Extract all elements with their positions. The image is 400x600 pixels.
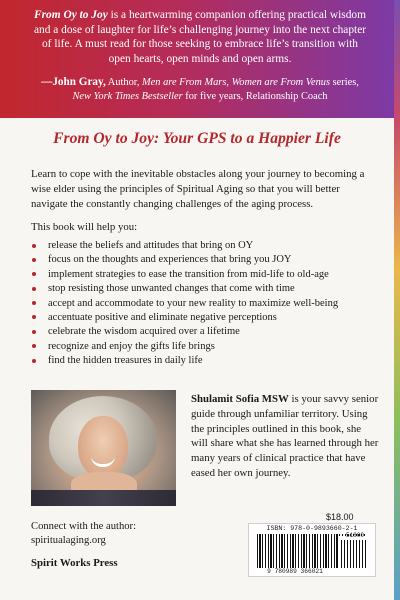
endorsement-banner — [0, 0, 394, 118]
bullet-icon — [32, 272, 36, 276]
bullet-icon — [32, 287, 36, 291]
author-name: Shulamit Sofia MSW — [191, 393, 289, 405]
bullet-icon — [32, 344, 36, 348]
list-item — [31, 340, 381, 354]
author-photo — [31, 390, 176, 506]
blurb-text: is a heartwarming companion offering practical wisdom and a dose of laughter for life’s challenging journey into the next chapter of life. A must read for those seeking to embrace life’s transition with open hearts, open minds and open arms. — [33, 9, 367, 65]
author-website-link[interactable]: spiritualaging.org — [31, 534, 106, 546]
intro-paragraph: Learn to cope with the inevitable obstacles along your journey to becoming a wise elder using the principles of Spiritual Aging so that you will better navigate the constantly changing challenges of the aging process. — [31, 168, 365, 210]
bullet-icon — [32, 301, 36, 305]
book-price: $18.00 — [326, 512, 354, 522]
bullet-icon — [32, 315, 36, 319]
list-item — [31, 325, 381, 339]
barcode-ean-number: 9 780989 366021 — [267, 568, 323, 575]
list-item — [31, 311, 381, 325]
list-item-text: accentuate positive and eliminate negative perceptions — [48, 311, 277, 323]
author-photo-face — [78, 416, 128, 478]
list-item-text: release the beliefs and attitudes that bring on OY — [48, 240, 254, 251]
list-item — [31, 253, 381, 267]
bullet-icon — [32, 244, 36, 248]
author-bio-text: is your savvy senior guide through unfamiliar territory. Using the principles outlined in this book, she will share what she has learned through her many years of clinical practice that have eased her own journey. — [191, 393, 379, 479]
endorser-books: Men are From Mars, Women are From Venus — [142, 77, 330, 88]
isbn-barcode — [248, 523, 376, 577]
endorser-credit — [30, 76, 370, 104]
isbn-label: ISBN: 978-0-9893660-2-1 — [266, 525, 358, 532]
publisher-name: Spirit Works Press — [31, 557, 118, 569]
list-item-text: find the hidden treasures in daily life — [48, 355, 203, 367]
author-photo-shirt — [31, 490, 176, 506]
bullet-icon — [32, 330, 36, 334]
list-item — [31, 282, 381, 296]
author-bio — [191, 392, 379, 481]
list-item — [31, 268, 381, 282]
help-heading: This book will help you: — [31, 221, 138, 233]
endorser-bestseller: New York Times Bestseller — [72, 90, 183, 102]
list-item-text: focus on the thoughts and experiences that bring you JOY — [48, 254, 292, 266]
cover-edge-strip — [394, 0, 400, 600]
blurb-book-title: From Oy to Joy — [34, 9, 108, 21]
endorsement-blurb — [30, 8, 370, 66]
connect-label: Connect with the author: — [31, 521, 137, 532]
bullet-icon — [32, 359, 36, 363]
endorser-role: Author, — [105, 77, 143, 88]
barcode-addon-bars — [341, 540, 367, 568]
list-item — [31, 297, 381, 311]
book-headline: From Oy to Joy: Your GPS to a Happier Life — [53, 130, 341, 147]
list-item-text: accept and accommodate to your new reality to maximize well-being — [48, 297, 339, 309]
connect-block — [31, 520, 181, 548]
list-item-text: celebrate the wisdom acquired over a lifetime — [48, 326, 240, 338]
endorser-role-series: series, — [330, 77, 359, 88]
benefit-list — [31, 239, 381, 369]
list-item-text: stop resisting those unwanted changes that come with time — [48, 283, 295, 295]
list-item-text: recognize and enjoy the gifts life brings — [48, 340, 215, 352]
endorser-name: —John Gray, — [41, 76, 106, 88]
list-item-text: implement strategies to ease the transition from mid-life to old-age — [48, 268, 329, 280]
bullet-icon — [32, 258, 36, 262]
list-item — [31, 354, 381, 368]
list-item — [31, 239, 381, 253]
endorser-role-coach: for five years, Relationship Coach — [182, 90, 328, 102]
barcode-addon-number: 51800 — [345, 532, 364, 539]
